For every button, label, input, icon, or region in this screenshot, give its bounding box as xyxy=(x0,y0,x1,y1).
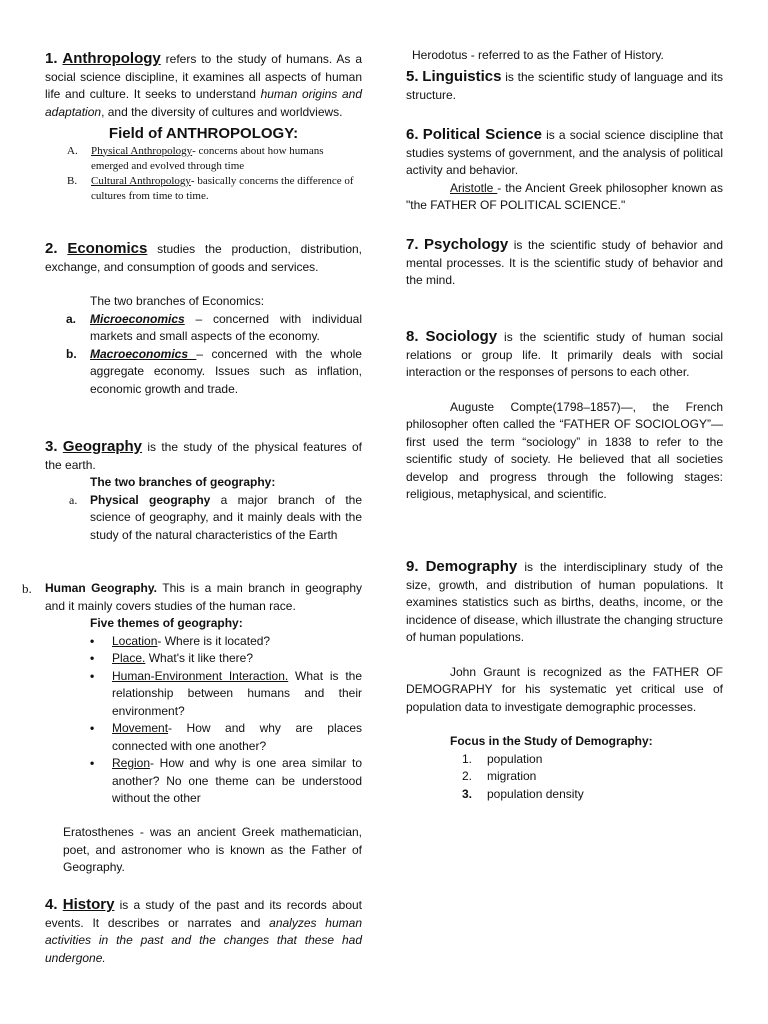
graunt-paragraph: John Graunt is recognized as the FATHER OF DEMOGRAPHY for his systematic yet critical use of population data to investigate demographic processes. xyxy=(406,664,723,714)
human-desc: This is a main branch in geography and it mainly covers studies of the human race. xyxy=(45,581,363,613)
linguistics-text: is the scientific study of language and its structure. xyxy=(406,70,723,102)
theme-item xyxy=(90,668,362,721)
history-term: History xyxy=(62,896,115,913)
focus-text: population xyxy=(487,751,543,766)
focus-marker: 3. xyxy=(462,786,473,801)
geography-branches-title: The two branches of geography: xyxy=(90,475,276,489)
focus-item xyxy=(462,786,723,804)
human-geography-section xyxy=(22,580,362,808)
theme-desc: - How and why is one area similar to another? No one theme can be understood without the other xyxy=(112,756,362,805)
theme-term: Place. xyxy=(112,651,146,665)
theme-term: Movement xyxy=(112,721,169,735)
focus-text: population density xyxy=(487,786,584,801)
theme-item xyxy=(90,755,362,808)
eratosthenes-text: Eratosthenes - was an ancient Greek mathematician, poet, and astronomer who is known as the Father of Geography. xyxy=(63,825,362,874)
herodotus-text: Herodotus - referred to as the Father of History. xyxy=(412,48,664,62)
history-text-italic: analyzes human activities in the past and the changes that these had undergone. xyxy=(45,915,362,965)
focus-marker: 2. xyxy=(462,769,473,783)
anthropology-paragraph xyxy=(45,50,362,121)
sociology-paragraph xyxy=(406,328,723,382)
human-geography-item xyxy=(22,580,362,615)
field-term: Cultural Anthropology xyxy=(91,174,191,187)
sociology-term: Sociology xyxy=(425,328,498,345)
theme-item xyxy=(90,650,362,668)
geography-text: is the study of the physical features of the earth. xyxy=(45,440,362,472)
branch-marker: b. xyxy=(66,346,77,361)
aristotle-text: - the Ancient Greek philosopher known as "the FATHER OF POLITICAL SCIENCE." xyxy=(406,180,723,212)
theme-desc: What's it like there? xyxy=(145,651,254,665)
branch-marker: a. xyxy=(66,311,77,326)
anthropology-text-italic: human origins and adaptation xyxy=(45,87,363,119)
economics-term: Economics xyxy=(67,240,148,257)
linguistics-number: 5. xyxy=(406,68,419,85)
economics-branches-title: The two branches of Economics: xyxy=(90,294,265,308)
focus-list xyxy=(406,751,723,804)
demography-term: Demography xyxy=(425,558,518,575)
economics-branch-item xyxy=(45,346,362,399)
geography-term: Geography xyxy=(62,438,143,455)
anthropology-field-item xyxy=(45,174,362,204)
themes-title: Five themes of geography: xyxy=(90,616,243,630)
physical-desc: a major branch of the science of geography, and it mainly deals with the study of the natural characteristics of the Earth xyxy=(90,492,362,542)
aristotle-paragraph xyxy=(406,180,723,215)
history-section xyxy=(45,896,362,967)
branch-term: Microeconomics xyxy=(90,311,185,326)
psychology-section xyxy=(406,236,723,290)
branch-desc: – concerned with the whole aggregate economy. Issues such as inflation, economic growth and trade. xyxy=(90,346,362,396)
economics-text: studies the production, distribution, exchange, and consumption of goods and services. xyxy=(45,242,362,274)
history-paragraph xyxy=(45,896,362,967)
physical-term: Physical geography xyxy=(90,492,211,507)
anthropology-text-1: refers to the study of humans. As a social science discipline, it examines all aspects of human life and culture. It seeks to understand xyxy=(45,52,363,101)
bullet-icon: • xyxy=(90,633,95,648)
economics-paragraph xyxy=(45,240,362,276)
demography-text: is the interdisciplinary study of the size, growth, and distribution of human populations. It examines statistics such as births, deaths, income, or the incidence of disease, which illustrate the changing structure of human populations. xyxy=(406,560,723,644)
theme-term: Human-Environment Interaction. xyxy=(112,668,289,683)
comte-paragraph: Auguste Compte(1798–1857)—, the French philosopher often called the “FATHER OF SOCIOLOGY”—first used the term “sociology” in 1838 to refer to the scientific study of society. He believed that all societies develop and progress through the following stages: religious, metaphysical, and scientific. xyxy=(406,399,723,501)
psychology-number: 7. xyxy=(406,236,419,253)
theme-item xyxy=(90,633,362,651)
bullet-icon: • xyxy=(90,668,95,683)
focus-text: migration xyxy=(487,769,537,783)
sociology-text: is the scientific study of human social relations or group life. It primarily deals with social interaction or the responses of persons to each other. xyxy=(406,330,723,379)
eratosthenes-note xyxy=(63,824,362,877)
linguistics-paragraph xyxy=(406,68,723,104)
branch-desc: – concerned with individual markets and small aspects of the economy. xyxy=(90,311,362,343)
anthropology-section xyxy=(45,50,362,204)
geography-section xyxy=(45,438,362,544)
field-marker: A. xyxy=(67,144,78,157)
anthropology-fields-list xyxy=(45,144,362,204)
political-science-section xyxy=(406,126,723,215)
field-term: Physical Anthropology xyxy=(91,144,193,157)
anthropology-number: 1. xyxy=(45,50,58,67)
aristotle-name: Aristotle xyxy=(450,180,498,195)
focus-marker: 1. xyxy=(462,751,473,766)
political-science-paragraph xyxy=(406,126,723,180)
herodotus-note xyxy=(412,47,722,65)
sociology-section xyxy=(406,328,723,504)
political-science-number: 6. xyxy=(406,126,419,143)
psychology-term: Psychology xyxy=(424,236,509,253)
bullet-icon: • xyxy=(90,756,95,770)
anthropology-text-2: , and the diversity of cultures and worldviews. xyxy=(101,104,343,119)
theme-desc: - Where is it located? xyxy=(157,633,271,648)
theme-desc: - How and why are places connected with one another? xyxy=(112,721,362,753)
political-science-term: Political Science xyxy=(422,126,542,143)
anthropology-term: Anthropology xyxy=(62,50,161,67)
theme-item xyxy=(90,720,362,755)
economics-number: 2. xyxy=(45,240,58,257)
bullet-icon: • xyxy=(90,721,95,735)
theme-desc: What is the relationship between humans and their environment? xyxy=(112,668,362,718)
political-science-text: is a social science discipline that studies systems of government, and the analysis of political activity and behavior. xyxy=(406,128,723,177)
human-term: Human Geography. xyxy=(45,581,157,595)
branch-term: Macroeconomics xyxy=(90,346,197,361)
economics-section xyxy=(45,240,362,398)
demography-paragraph xyxy=(406,558,723,647)
psychology-paragraph xyxy=(406,236,723,290)
anthropology-field-title: Field of ANTHROPOLOGY: xyxy=(108,125,299,142)
history-text-1: is a study of the past and its records about events. It describes or narrates and xyxy=(45,898,362,930)
theme-term: Region xyxy=(112,756,151,770)
anthropology-field-item xyxy=(45,144,362,174)
human-marker: b. xyxy=(22,581,32,596)
themes-list xyxy=(22,633,362,808)
geography-paragraph xyxy=(45,438,362,474)
psychology-text: is the scientific study of behavior and mental processes. It is the scientific study of behavior and the mind. xyxy=(406,238,723,287)
focus-item xyxy=(462,751,723,769)
demography-number: 9. xyxy=(406,558,419,575)
focus-title: Focus in the Study of Demography: xyxy=(450,734,653,748)
field-desc: - basically concerns the difference of cultures from time to time. xyxy=(91,174,354,202)
economics-branch-item xyxy=(45,311,362,346)
field-desc: - concerns about how humans emerged and evolved through time xyxy=(91,144,324,172)
linguistics-section xyxy=(406,68,723,104)
history-number: 4. xyxy=(45,896,58,913)
geography-number: 3. xyxy=(45,438,58,455)
geography-physical-item xyxy=(45,492,362,545)
demography-section xyxy=(406,558,723,803)
field-marker: B. xyxy=(67,174,78,187)
sociology-number: 8. xyxy=(406,328,419,345)
physical-marker: a. xyxy=(69,492,78,507)
bullet-icon: • xyxy=(90,651,95,665)
focus-item xyxy=(462,768,723,786)
theme-term: Location xyxy=(112,633,158,648)
linguistics-term: Linguistics xyxy=(422,68,502,85)
